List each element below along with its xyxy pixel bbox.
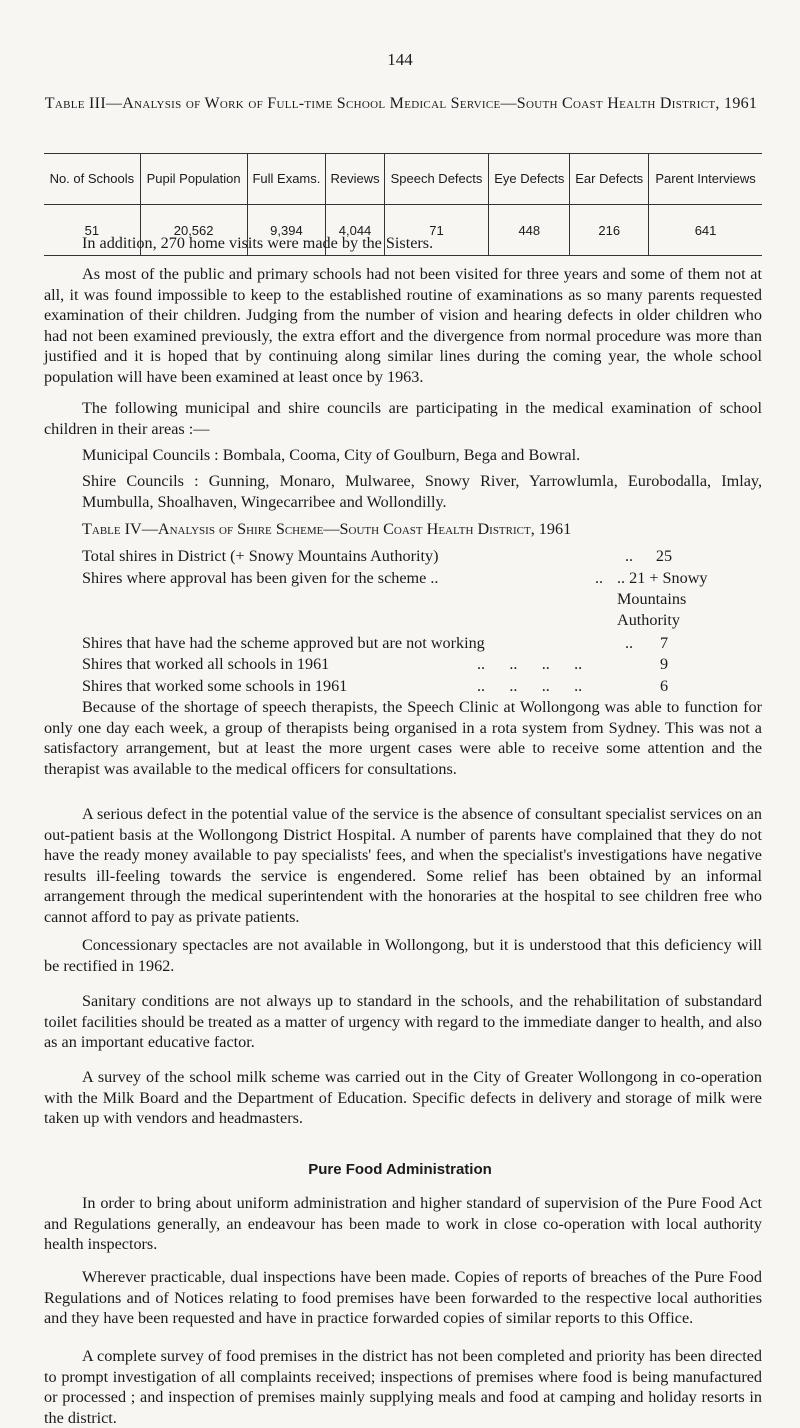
cell-schools: 51: [44, 205, 140, 256]
paragraph-shire-councils: [82, 471, 762, 512]
table-iv-row: [82, 633, 722, 654]
cell-speech-defects: 71: [384, 205, 489, 256]
table-iv-label: Shires that worked all schools in 1961: [82, 655, 330, 673]
paragraph-municipal-councils: Municipal Councils : Bombala, Cooma, City of Goulburn, Bega and Bowral.: [82, 446, 581, 464]
table-iv-row: [82, 676, 722, 697]
col-header-schools: No. of Schools: [44, 154, 140, 205]
paragraph-sanitary: Sanitary conditions are not always up to standard in the schools, and the rehabilitation of substandard toilet facilities should be treated as a matter of urgency with regard to the immediate danger to health, and also as an important educative factor.: [44, 992, 762, 1051]
section-heading-pure-food: Pure Food Administration: [308, 1161, 492, 1178]
cell-full-exams: 9,394: [247, 205, 326, 256]
cell-reviews: 4,044: [326, 205, 384, 256]
table-iv-caption: Table IV—Analysis of Shire Scheme—South Coast Health District, 1961: [82, 520, 572, 538]
table-iv-label: Shires where approval has been given for the scheme ..: [82, 569, 439, 587]
col-header-reviews: Reviews: [326, 154, 384, 205]
table-iv-leader: ..: [624, 547, 634, 565]
paragraph-pure-food-3: A complete survey of food premises in the district has not been completed and priority has been directed to prompt investigation of all complaints received; inspections of premises where food is being manufactured or processed ; and inspection of premises mainly supplying meals and food at camping and holiday resorts in the district.: [44, 1347, 762, 1427]
table-iv-value: 9: [659, 655, 669, 673]
cell-parent-interviews: 641: [649, 205, 762, 256]
table-iv-value: 7: [659, 634, 669, 652]
col-header-full-exams: Full Exams.: [247, 154, 326, 205]
table-iv-leader: .. .. .. ..: [477, 655, 583, 673]
table-iv-label: Shires that worked some schools in 1961: [82, 677, 348, 695]
table-iv-leader: ..: [624, 634, 634, 652]
table-iv-value: 25: [655, 547, 673, 565]
paragraph-home-visits: In addition, 270 home visits were made by the Sisters.: [82, 234, 434, 252]
table-iv-value: .. 21 + Snowy Mountains Authority: [617, 569, 708, 629]
table-iv-label: Total shires in District (+ Snowy Mountains Authority): [82, 547, 439, 565]
col-header-parent-interviews: Parent Interviews: [649, 154, 762, 205]
cell-ear-defects: 216: [570, 205, 649, 256]
cell-eye-defects: 448: [489, 205, 570, 256]
col-header-pupil-population: Pupil Population: [140, 154, 247, 205]
table-iv-row: [82, 568, 722, 629]
table-iii-caption: Table III—Analysis of Work of Full-time School Medical Service—South Coast Health District, 1961: [44, 95, 758, 112]
table-iii-header-row: [44, 154, 762, 205]
table-iv-label: Shires that have had the scheme approved but are not working: [82, 634, 485, 652]
table-iv-row: [82, 654, 722, 675]
paragraph-councils-intro: The following municipal and shire councils are participating in the medical examination of school children in their areas :—: [44, 399, 762, 438]
paragraph-milk: A survey of the school milk scheme was carried out in the City of Greater Wollongong in co-operation with the Milk Board and the Department of Education. Specific defects in delivery and storage of milk were taken up with vendors and headmasters.: [44, 1068, 762, 1127]
page-number: 144: [387, 50, 413, 69]
col-header-ear-defects: Ear Defects: [570, 154, 649, 205]
shire-councils-text: Shire Councils : Gunning, Monaro, Mulwaree, Snowy River, Yarrowlumla, Eurobodalla, Imlay, Mumbulla, Shoalhaven, Wingecarribee and Wollondilly.: [82, 472, 762, 511]
paragraph-pure-food-1: In order to bring about uniform administration and higher standard of supervision of the Pure Food Act and Regulations generally, an endeavour has been made to work in close co-operation with local authority health inspectors.: [44, 1194, 762, 1253]
cell-pupil-population: 20,562: [140, 205, 247, 256]
paragraph-specialist: A serious defect in the potential value of the service is the absence of consultant specialist services on an out-patient basis at the Wollongong District Hospital. A number of parents have complained that they do not have the ready money available to pay specialists' fees, and when the specialist's investigations have negative results ill-feeling towards the service is engendered. Some relief has been obtained by an informal arrangement through the medical superintendent with the honoraries at the hospital to see children free who cannot afford to pay as private patients.: [44, 805, 762, 926]
table-iv-leader: .. .. .. ..: [477, 677, 583, 695]
table-iv-leader: ..: [594, 569, 604, 587]
paragraph-schools-visited: As most of the public and primary schools had not been visited for three years and some of them not at all, it was found impossible to keep to the established routine of examinations as so many parents requested examination of their children. Judging from the number of vision and hearing defects in older children who had not been examined previously, the extra effort and the divergence from normal procedure was more than justified and it is hoped that by continuing along similar lines during the coming year, the whole school population will have been examined at least once by 1963.: [44, 265, 762, 386]
paragraph-spectacles: Concessionary spectacles are not available in Wollongong, but it is understood that this deficiency will be rectified in 1962.: [44, 936, 762, 975]
table-iv-row: [82, 546, 722, 567]
paragraph-pure-food-2: Wherever practicable, dual inspections have been made. Copies of reports of breaches of the Pure Food Regulations and of Notices relating to food premises have been forwarded to the respective local authorities and they have been requested and have in practice forwarded copies of similar reports to this Office.: [44, 1268, 762, 1327]
paragraph-speech-clinic: Because of the shortage of speech therapists, the Speech Clinic at Wollongong was able to function for only one day each week, a group of therapists being organised in a rota system from Sydney. This was not a satisfactory arrangement, but at least the more urgent cases were able to receive some attention and the therapist was available to the medical officers for consultations.: [44, 698, 762, 778]
col-header-eye-defects: Eye Defects: [489, 154, 570, 205]
col-header-speech-defects: Speech Defects: [384, 154, 489, 205]
table-iv-value: 6: [659, 677, 669, 695]
